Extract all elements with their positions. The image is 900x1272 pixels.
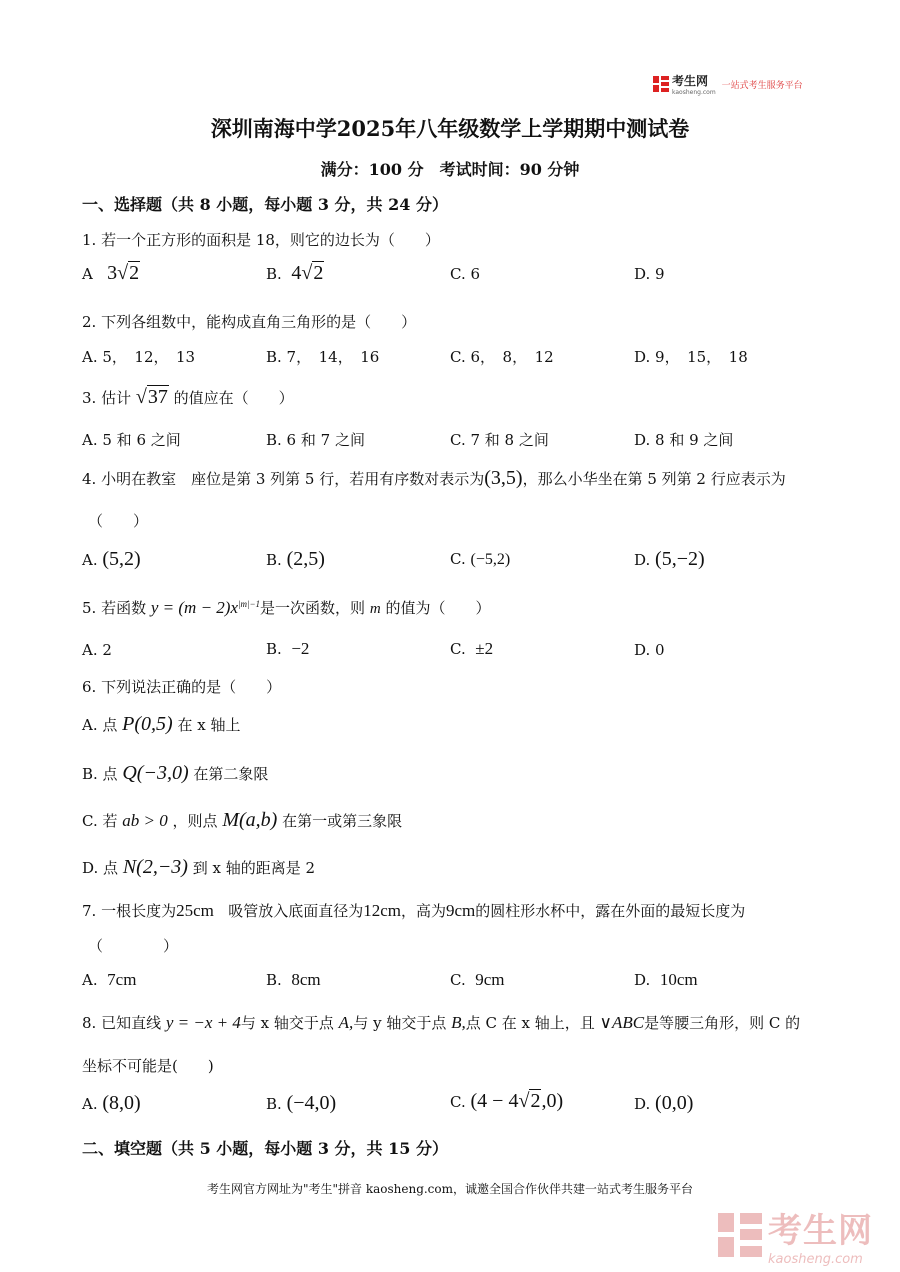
option-text: C. 若: [82, 812, 118, 830]
radicand: 2: [530, 1090, 541, 1112]
logo-slogan: 一站式考生服务平台: [721, 80, 803, 91]
stem-text: 与 y 轴交于点: [353, 1014, 447, 1032]
question-1-option-b: B. 4√2: [266, 262, 324, 284]
question-4-option-d: [634, 548, 705, 571]
stem-text: 8. 已知直线: [82, 1014, 162, 1032]
question-3-option-b: B. 6 和 7 之间: [266, 431, 365, 449]
math-pair: (3,5): [484, 467, 523, 489]
question-6-option-c: [82, 809, 402, 832]
option-coef: 4: [291, 262, 302, 284]
stem-text: ，那么小华坐在第 5 列第 2 行应表示为: [522, 470, 786, 488]
option-value: (8,0): [102, 1092, 141, 1114]
option-label: B.: [266, 971, 282, 989]
stem-text: 是一次函数，则: [260, 599, 366, 617]
question-8-option-c: C. (4 − 4√2,0): [450, 1090, 564, 1112]
option-value: −2: [291, 639, 310, 658]
option-label: A.: [82, 551, 98, 569]
question-1-stem: 1. 若一个正方形的面积是 18，则它的边长为（ ）: [82, 231, 440, 249]
radicand: 2: [313, 262, 324, 284]
option-label: D.: [634, 1095, 651, 1113]
question-1-option-d: D. 9: [634, 265, 665, 283]
question-2-option-c: C. 6， 8， 12: [450, 348, 554, 366]
question-6-option-a: [82, 713, 240, 736]
option-text: 在 x 轴上: [177, 716, 241, 734]
question-3-option-c: C. 7 和 8 之间: [450, 431, 549, 449]
option-label: A.: [82, 971, 98, 989]
option-text: ，则点: [172, 812, 218, 830]
question-2-stem: 2. 下列各组数中，能构成直角三角形的是（ ）: [82, 313, 417, 331]
stem-text: 3. 估计: [82, 389, 132, 407]
question-4-option-a: [82, 548, 141, 571]
question-7-option-c: [450, 970, 505, 990]
question-4-stem: [82, 467, 786, 490]
option-label: C.: [450, 971, 466, 989]
question-5-option-a: A. 2: [82, 641, 112, 659]
math-diameter: 12cm: [363, 901, 401, 920]
stem-text: 的圆柱形水杯中，露在外面的最短长度为: [475, 902, 746, 920]
option-value: (−4,0): [286, 1092, 337, 1114]
question-5-option-d: D. 0: [634, 641, 665, 659]
question-6-stem: 6. 下列说法正确的是（ ）: [82, 678, 282, 696]
option-label: B.: [266, 265, 282, 283]
stem-text: 是等腰三角形，则 C 的: [644, 1014, 801, 1032]
math-point: N(2,−3): [122, 856, 188, 878]
math-point: M(a,b): [222, 809, 278, 831]
section-heading-choice: 一、选择题（共 8 小题，每小题 3 分，共 24 分）: [82, 195, 448, 214]
option-value: (2,5): [286, 548, 325, 570]
math-point: P(0,5): [122, 713, 173, 735]
question-8-option-d: [634, 1092, 693, 1115]
option-label: C.: [450, 550, 466, 568]
question-1-option-c: C. 6: [450, 265, 481, 283]
question-4-option-c: [450, 550, 510, 569]
option-text: 到 x 轴的距离是 2: [192, 859, 316, 877]
option-value: (0,0): [655, 1092, 694, 1114]
question-7-option-d: [634, 970, 698, 990]
watermark-url: kaosheng.com: [768, 1252, 863, 1267]
question-3-option-d: D. 8 和 9 之间: [634, 431, 734, 449]
math-function: y = (m − 2)x: [150, 598, 239, 617]
question-3-stem: 3. 估计 √37 的值应在（ ）: [82, 386, 294, 408]
radicand: 37: [147, 386, 168, 408]
header-logo: [653, 72, 803, 96]
option-value: 7cm: [107, 970, 137, 989]
option-value: 9cm: [475, 970, 505, 989]
question-4-option-b: [266, 548, 325, 571]
watermark: [718, 1203, 873, 1267]
stem-text: 与 x 轴交于点: [240, 1014, 334, 1032]
math-variable: m: [369, 601, 381, 617]
question-4-paren: （ ）: [88, 512, 149, 530]
question-7-stem: [82, 900, 745, 921]
question-7-option-b: [266, 970, 321, 990]
question-5-option-c: [450, 639, 493, 659]
watermark-text: 考生网: [768, 1211, 873, 1251]
stem-text: 4. 小明在教室 座位是第 3 列第 5 行，若用有序数对表示为: [82, 470, 485, 488]
stem-text: 5. 若函数: [82, 599, 147, 617]
question-8-stem-line2: 坐标不可能是( ): [82, 1057, 214, 1075]
stem-text: 点 C 在 x 轴上，且: [465, 1014, 595, 1032]
option-text: A. 点: [82, 716, 118, 734]
option-text: B. 点: [82, 765, 118, 783]
kaosheng-logo-icon: [653, 76, 669, 92]
question-8-option-a: [82, 1092, 141, 1115]
option-label: A: [82, 265, 93, 283]
question-2-option-a: A. 5， 12， 13: [82, 348, 196, 366]
option-value: (4 − 4: [470, 1090, 519, 1112]
option-label: B.: [266, 551, 282, 569]
option-value: (−5,2): [470, 551, 511, 568]
math-inequality: ab > 0: [122, 811, 168, 830]
watermark-logo-icon: [718, 1213, 762, 1257]
math-triangle: ∨ABC: [599, 1013, 645, 1032]
math-line: y = −x + 4: [165, 1013, 241, 1032]
question-2-option-b: B. 7， 14， 16: [266, 348, 380, 366]
math-exponent: |m|−1: [238, 599, 261, 609]
option-label: D.: [634, 971, 651, 989]
stem-text: 7. 一根长度为: [82, 902, 177, 920]
option-value: (5,−2): [655, 548, 705, 570]
question-8-option-b: [266, 1092, 336, 1115]
math-length: 25cm: [176, 901, 214, 920]
stem-text: 的值为（ ）: [385, 599, 491, 617]
question-5-option-b: [266, 639, 309, 659]
option-value: ,0): [541, 1090, 564, 1112]
option-text: 在第二象限: [193, 765, 269, 783]
math-point: Q(−3,0): [122, 762, 189, 784]
question-7-paren: （ ）: [88, 937, 179, 955]
question-5-stem: [82, 597, 490, 618]
question-3-option-a: A. 5 和 6 之间: [82, 431, 181, 449]
exam-info: 满分：100 分 考试时间：90 分钟: [320, 160, 580, 179]
stem-text: ，高为: [400, 902, 446, 920]
option-value: 8cm: [291, 970, 321, 989]
option-text: D. 点: [82, 859, 119, 877]
question-8-stem: [82, 1012, 800, 1033]
page-title: 深圳南海中学2025年八年级数学上学期期中测试卷: [210, 116, 690, 141]
section-heading-fill: 二、填空题（共 5 小题，每小题 3 分，共 15 分）: [82, 1139, 448, 1158]
question-2-option-d: D. 9， 15， 18: [634, 348, 748, 366]
option-value: ±2: [475, 639, 494, 658]
stem-text: 的值应在（ ）: [173, 389, 294, 407]
question-6-option-d: [82, 856, 315, 879]
radicand: 2: [129, 262, 140, 284]
question-1-option-a: A 3√2: [82, 262, 140, 284]
math-height: 9cm: [446, 901, 476, 920]
option-label: C.: [450, 640, 466, 658]
stem-text: 吸管放入底面直径为: [228, 902, 364, 920]
option-value: (5,2): [102, 548, 141, 570]
option-label: C.: [450, 1093, 466, 1111]
option-label: B.: [266, 1095, 282, 1113]
option-label: A.: [82, 1095, 98, 1113]
footer-note: 考生网官方网址为"考生"拼音 kaosheng.com，诚邀全国合作伙伴共建一站式考生服务平台: [206, 1182, 694, 1196]
logo-url: kaosheng.com: [672, 89, 716, 96]
option-value: 10cm: [659, 970, 698, 989]
option-coef: 3: [107, 262, 118, 284]
option-label: D.: [634, 551, 651, 569]
question-7-option-a: [82, 970, 136, 990]
logo-brand: 考生网: [672, 74, 709, 88]
question-6-option-b: [82, 762, 268, 785]
option-label: B.: [266, 640, 282, 658]
option-text: 在第一或第三象限: [282, 812, 403, 830]
math-point: B,: [451, 1013, 466, 1032]
math-point: A,: [338, 1013, 354, 1032]
